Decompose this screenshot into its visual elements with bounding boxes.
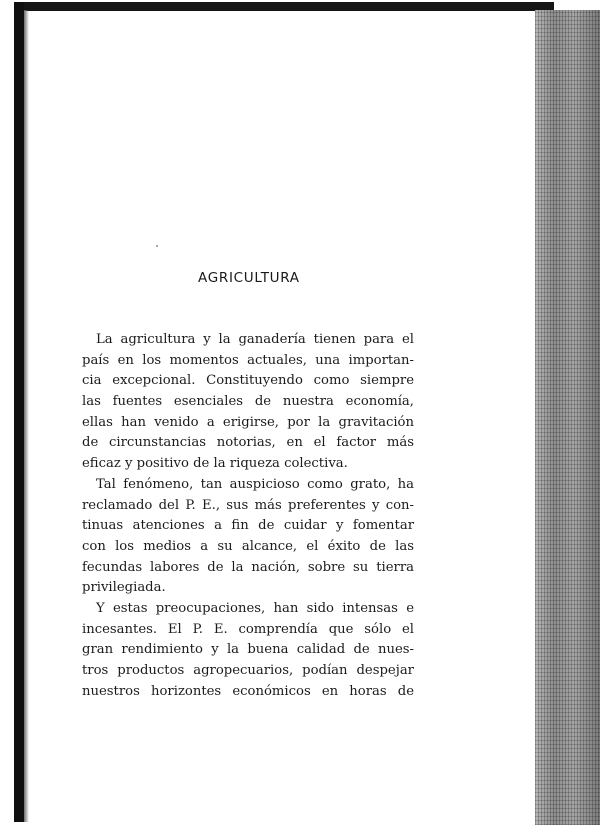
text-line: con los medios a su alcance, el éxito de las: [82, 538, 414, 554]
chapter-title: AGRICULTURA: [198, 270, 300, 286]
text-line: La agricultura y la ganadería tienen para el: [96, 332, 414, 347]
spine-shadow: [24, 10, 29, 822]
text-line: eficaz y positivo de la riqueza colectiva.: [82, 456, 348, 472]
page-stack-edge: [535, 10, 600, 825]
text-line: Y estas preocupaciones, han sido intensas e: [96, 600, 414, 616]
text-line: ellas han venido a erigirse, por la gravitación: [82, 414, 414, 430]
page-top-dark-edge: [14, 2, 554, 11]
text-line: tros productos agropecuarios, podían despejar: [82, 663, 414, 678]
text-line: cia excepcional. Constituyendo como siempre: [82, 373, 414, 389]
text-line: Tal fenómeno, tan auspicioso como grato, ha: [96, 476, 414, 492]
book-spine-edge: [14, 2, 24, 822]
text-line: país en los momentos actuales, una importan-: [82, 352, 414, 368]
text-line: las fuentes esenciales de nuestra economía,: [82, 394, 414, 410]
text-line: tinuas atenciones a fin de cuidar y fomentar: [82, 518, 414, 534]
text-line: nuestros horizontes económicos en horas de: [82, 683, 414, 699]
text-line: incesantes. El P. E. comprendía que sólo el: [82, 621, 414, 637]
text-line: privilegiada.: [82, 580, 166, 596]
body-text: [82, 330, 414, 702]
text-line: reclamado del P. E., sus más preferentes y con-: [82, 497, 414, 513]
paper-speck: [156, 245, 158, 247]
text-line: gran rendimiento y la buena calidad de nues-: [82, 642, 414, 658]
text-line: de circunstancias notorias, en el factor más: [82, 435, 414, 451]
text-line: fecundas labores de la nación, sobre su tierra: [82, 559, 414, 575]
